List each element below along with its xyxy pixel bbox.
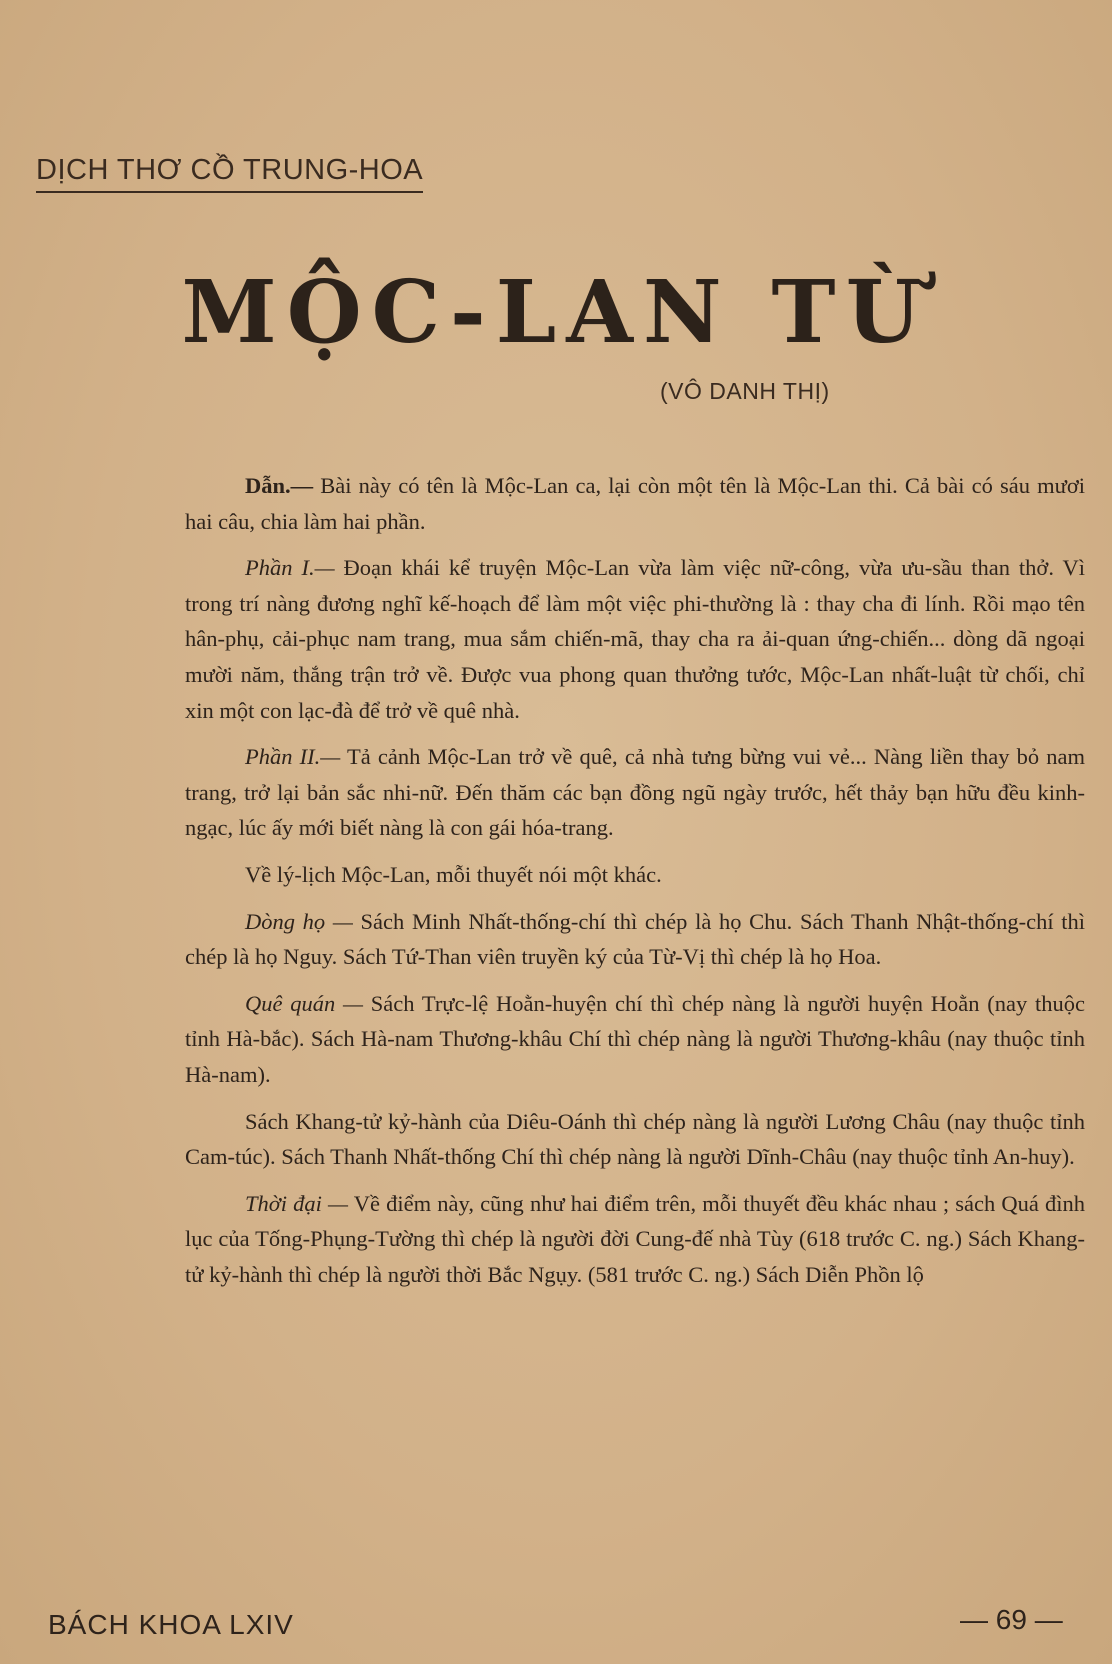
paragraph-text: Sách Trực-lệ Hoằn-huyện chí thì chép nàng là người huyện Hoằn (nay thuộc tỉnh Hà-bắc). Sách Hà-nam Thương-khâu Chí thì chép nàng là người Thương-khâu (nay thuộc tỉnh Hà-nam). (185, 990, 1085, 1087)
paragraph-text: Về lý-lịch Mộc-Lan, mỗi thuyết nói một khác. (245, 861, 662, 887)
paragraph-text: Đoạn khái kể truyện Mộc-Lan vừa làm việc nữ-công, vừa ưu-sầu than thở. Vì trong trí nàng đương nghĩ kế-hoạch để làm một việc phi-thường là : thay cha đi lính. Rồi mạo tên hân-phụ, cải-phục nam trang, mua sắm chiến-mã, thay cha ra ải-quan ứng-chiến... dòng dã ngoại mười năm, thắng trận trở về. Được vua phong quan thưởng tước, Mộc-Lan nhất-luật từ chối, chỉ xin một con lạc-đà để trở về quê nhà. (185, 555, 1085, 723)
author-label: (VÔ DANH THỊ) (660, 378, 830, 404)
paragraph-part-1 (185, 550, 1085, 728)
section-label: DỊCH THƠ CỒ TRUNG-HOA (36, 154, 423, 193)
footer-publication: BÁCH KHOA LXIV (48, 1609, 294, 1640)
paragraph-biography (185, 857, 1085, 893)
paragraph-lead: Dẫn.— (245, 473, 314, 498)
body-text (185, 468, 1085, 1303)
paragraph-lead: Phần I.— (245, 555, 335, 581)
paragraph-lead: Quê quán — (245, 990, 364, 1016)
paragraph-text: Sách Khang-tử kỷ-hành của Diêu-Oánh thì chép nàng là người Lương Châu (nay thuộc tỉnh Cam-túc). Sách Thanh Nhất-thống Chí thì chép nàng là người Dĩnh-Châu (nay thuộc tỉnh An-huy). (185, 1108, 1085, 1170)
paragraph-text: Bài này có tên là Mộc-Lan ca, lại còn một tên là Mộc-Lan thi. Cả bài có sáu mươi hai câu, chia làm hai phần. (185, 473, 1085, 534)
paragraph-text: Về điểm này, cũng như hai điểm trên, mỗi thuyết đều khác nhau ; sách Quá đình lục của Tống-Phụng-Tường thì chép là người đời Cung-đế nhà Tùy (618 trước C. ng.) Sách Khang-tử kỷ-hành thì chép là người thời Bắc Ngụy. (581 trước C. ng.) Sách Diễn Phồn lộ (185, 1190, 1086, 1287)
paragraph-intro (185, 468, 1085, 539)
paragraph-family (185, 904, 1085, 975)
paragraph-lead: Dòng họ — (245, 908, 353, 934)
paragraph-hometown-2 (185, 1104, 1085, 1175)
paragraph-era (185, 1186, 1085, 1293)
paragraph-text: Tả cảnh Mộc-Lan trở về quê, cả nhà tưng bừng vui vẻ... Nàng liền thay bỏ nam trang, trở lại bản sắc nhi-nữ. Đến thăm các bạn đồng ngũ ngày trước, hết thảy bạn hữu đều kinh-ngạc, lúc ấy mới biết nàng là con gái hóa-trang. (185, 744, 1085, 841)
page-number: — 69 — (960, 1604, 1063, 1635)
paragraph-part-2 (185, 739, 1085, 846)
poem-title: MỘC-LAN TỪ (181, 262, 931, 363)
paragraph-text: Sách Minh Nhất-thống-chí thì chép là họ Chu. Sách Thanh Nhật-thống-chí thì chép là họ Nguy. Sách Tứ-Than viên truyền ký của Từ-Vị thì chép là họ Hoa. (185, 908, 1085, 970)
paragraph-lead: Thời đại — (245, 1190, 349, 1216)
paragraph-hometown (185, 986, 1085, 1093)
paragraph-lead: Phần II.— (245, 744, 341, 770)
